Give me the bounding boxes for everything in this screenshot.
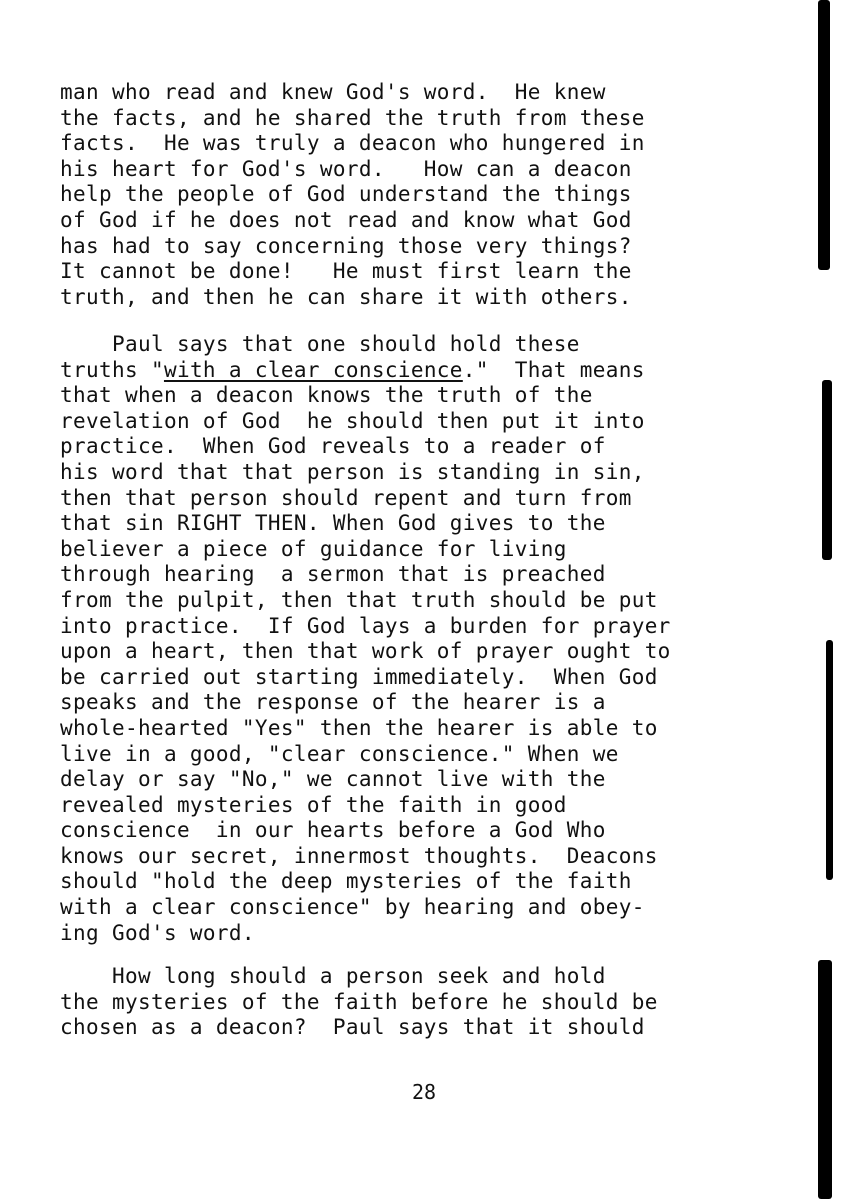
text-line: revelation of God he should then put it into	[60, 408, 645, 433]
scan-edge-shadow	[826, 640, 833, 880]
text-line: help the people of God understand the things	[60, 182, 632, 207]
text-line: It cannot be done! He must first learn the	[60, 259, 632, 284]
paragraph-3	[60, 964, 800, 1041]
text-line: should "hold the deep mysteries of the faith	[60, 869, 632, 894]
text-line: the facts, and he shared the truth from these	[60, 105, 645, 130]
text-line: facts. He was truly a deacon who hungered in	[60, 131, 645, 156]
text-line: live in a good, "clear conscience." When we	[60, 741, 619, 766]
text-line: from the pulpit, then that truth should be put	[60, 587, 658, 612]
text-line: upon a heart, then that work of prayer ought to	[60, 639, 671, 664]
text-line: of God if he does not read and know what God	[60, 207, 632, 232]
text-line: that when a deacon knows the truth of the	[60, 383, 593, 408]
text-line: be carried out starting immediately. When God	[60, 664, 658, 689]
text-line-with-underline	[60, 358, 800, 384]
scan-edge-shadow	[818, 960, 832, 1199]
text-line: with a clear conscience" by hearing and obey-	[60, 895, 645, 920]
paragraph-2	[60, 332, 800, 946]
scan-edge-shadow	[822, 380, 832, 560]
text-line: chosen as a deacon? Paul says that it should	[60, 1015, 645, 1040]
text-line: practice. When God reveals to a reader of	[60, 434, 606, 459]
text-line: the mysteries of the faith before he should be	[60, 989, 658, 1014]
text-line: whole-hearted "Yes" then the hearer is able to	[60, 715, 658, 740]
text-line: then that person should repent and turn from	[60, 485, 632, 510]
text-line: speaks and the response of the hearer is a	[60, 690, 606, 715]
text-line: believer a piece of guidance for living	[60, 536, 567, 561]
text-line: truth, and then he can share it with others.	[60, 284, 632, 309]
text-line: ing God's word.	[60, 920, 255, 945]
text-line: his heart for God's word. How can a deacon	[60, 156, 632, 181]
text-line: man who read and knew God's word. He knew	[60, 80, 606, 104]
text-line: conscience in our hearts before a God Who	[60, 818, 606, 843]
text-line: that sin RIGHT THEN. When God gives to the	[60, 511, 606, 536]
text-segment: ." That means	[462, 357, 645, 382]
text-line: knows our secret, innermost thoughts. Deacons	[60, 843, 658, 868]
underlined-phrase: with a clear conscience	[163, 357, 463, 382]
text-line: his word that that person is standing in sin,	[60, 459, 645, 484]
text-segment: truths "	[60, 357, 164, 382]
text-line: revealed mysteries of the faith in good	[60, 792, 567, 817]
text-line: through hearing a sermon that is preached	[60, 562, 606, 587]
text-line: delay or say "No," we cannot live with the	[60, 767, 606, 792]
text-line: into practice. If God lays a burden for prayer	[60, 613, 671, 638]
text-line: has had to say concerning those very things?	[60, 233, 632, 258]
text-line: Paul says that one should hold these	[60, 332, 580, 356]
paragraph-1	[60, 80, 800, 310]
text-line: How long should a person seek and hold	[60, 964, 606, 988]
scan-edge-shadow	[818, 0, 830, 270]
page-number: 28	[411, 1080, 437, 1104]
